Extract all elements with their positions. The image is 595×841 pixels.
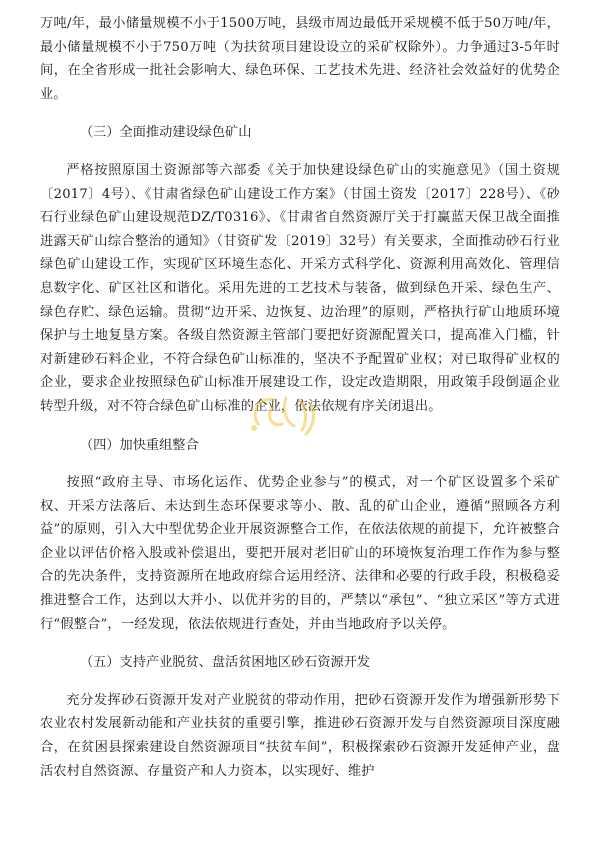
body-paragraph-reorganization: 按照“政府主导、市场化运作、优势企业参与”的模式，对一个矿区设置多个采矿权、开采方法落后、未达到生态环保要求等小、散、乱的矿山企业，遵循“照顾各方利益”的原则，引入大中型优势企业开展资源整合工作，在依法依规的前提下，允许被整合企业以评估价格入股或补偿退出，要把开展对老旧矿山的环境恢复治理工作作为参与整合的先决条件，支持资源所在地政府综合运用经济、法律和必要的行政手段，积极稳妥推进整合工作，达到以大并小、以优并劣的目的，严禁以“承包”、“独立采区”等方式进行“假整合”，一经发现，依法依规进行查处，并由当地政府予以关停。 <box>40 475 560 632</box>
document-page <box>40 12 560 783</box>
body-paragraph-green-mines: 严格按照原国土资源部等六部委《关于加快建设绿色矿山的实施意见》（国土资规〔2017〕4号）、《甘肃省绿色矿山建设工作方案》（甘国土资发〔2017〕228号）、《砂石行业绿色矿山建设规范DZ/T0316》、《甘肃省自然资源厅关于打赢蓝天保卫战全面推进露天矿山综合整治的通知》（甘资矿发〔2019〕32号）有关要求，全面推动砂石行业绿色矿山建设工作，实现矿区环境生态化、开采方式科学化、资源利用高效化、管理信息数字化、矿区社区和谐化。采用先进的工艺技术与装备，做到绿色开采、绿色生产、绿色存贮、绿色运输。贯彻“边开采、边恢复、边治理”的原则，严格执行矿山地质环境保护与土地复垦方案。各级自然资源主管部门要把好资源配置关口，提高准入门槛，针对新建砂石料企业，不符合绿色矿山标准的，坚决不予配置矿业权；对已取得矿业权的企业，要求企业按照绿色矿山标准开展建设工作，设定改造期限，用政策手段倒逼企业转型升级，对不符合绿色矿山标准的企业，依法依规有序关闭退出。 <box>40 162 560 414</box>
section-heading-5: （五）支持产业脱贫、盘活贫困地区砂石资源开发 <box>80 655 371 671</box>
section-heading-3: （三）全面推动建设绿色矿山 <box>80 125 252 141</box>
body-paragraph-poverty-alleviation: 充分发挥砂石资源开发对产业脱贫的带动作用，把砂石资源开发作为增强新形势下农业农村发展新动能和产业扶贫的重要引擎，推进砂石资源开发与自然资源项目深度融合，在贫困县探索建设自然资源项目“扶贫车间”，积极探索砂石资源开发延伸产业，盘活农村自然资源、存量资产和人力资本，以实现好、维护 <box>40 692 560 779</box>
section-heading-4: （四）加快重组整合 <box>80 437 199 453</box>
body-paragraph-continued: 万吨/年，最小储量规模不小于1500万吨，县级市周边最低开采规模不低于50万吨/年，最小储量规模不小于750万吨（为扶贫项目建设设立的采矿权除外）。力争通过3-5年时间，在全省形成一批社会影响大、绿色环保、工艺技术先进、经济社会效益好的优势企业。 <box>40 16 560 102</box>
